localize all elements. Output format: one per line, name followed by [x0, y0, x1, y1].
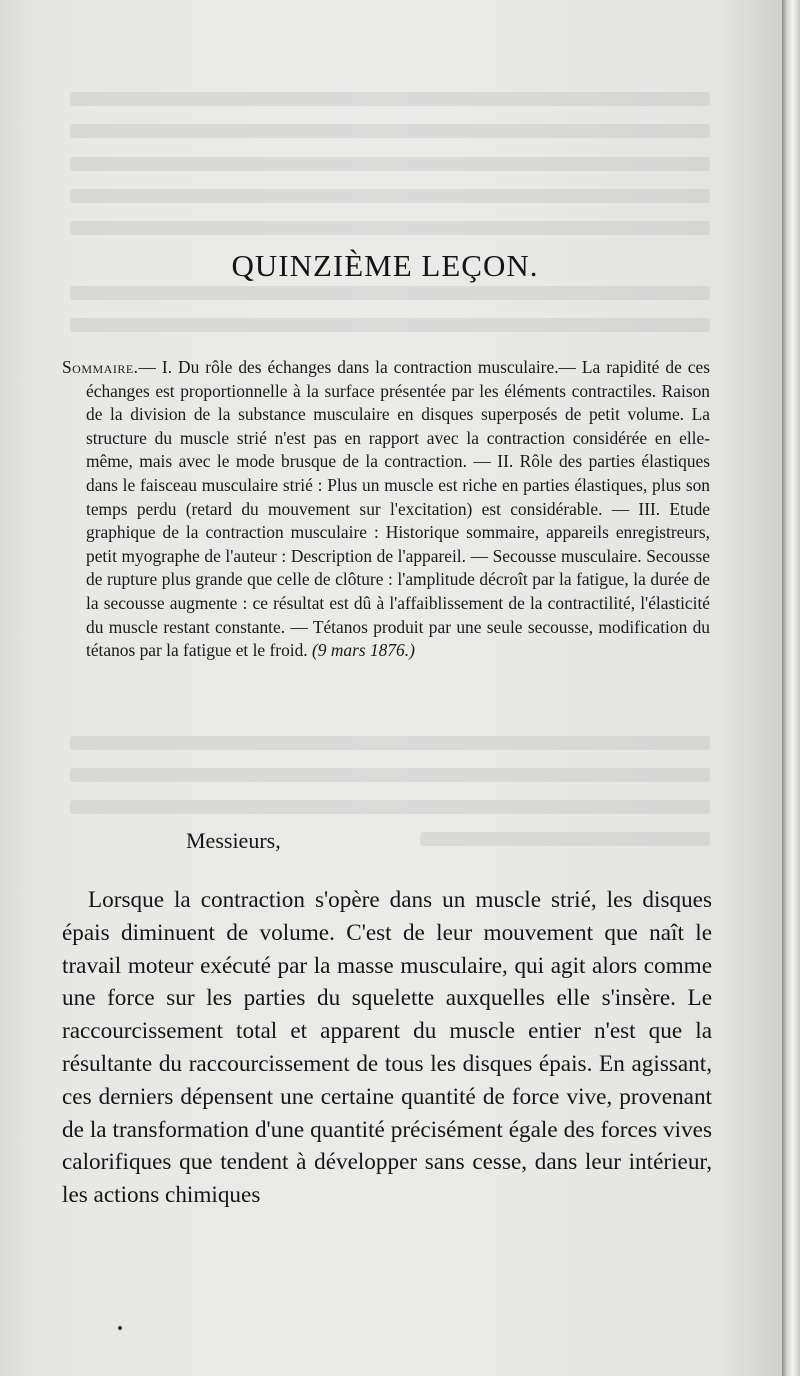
ink-speck	[118, 1326, 122, 1330]
summary-text: — I. Du rôle des échanges dans la contraction musculaire.— La rapidité de ces échanges est proportionnelle à la surface présentée par les éléments contractiles. Raison de la division de la substance musculaire en disques superposés de petit volume. La structure du muscle strié n'est pas en rapport avec la contraction considérée en elle-même, mais avec le mode brusque de la contraction. — II. Rôle des parties élastiques dans le faisceau musculaire strié : Plus un muscle est riche en parties élastiques, plus son temps perdu (retard du mouvement sur l'excitation) est considérable. — III. Etude graphique de la contraction musculaire : Historique sommaire, appareils enregistreurs, petit myographe de l'auteur : Description de l'appareil. — Secousse musculaire. Secousse de rupture plus grande que celle de clôture : l'amplitude décroît par la fatigue, la durée de la secousse augmente : ce résultat est dû à l'affaiblissement de la contractilité, l'élasticité du muscle restant constante. — Tétanos produit par une seule secousse, modification du tétanos par la fatigue et le froid.	[86, 357, 710, 661]
summary-label: Sommaire.	[62, 357, 139, 377]
salutation: Messieurs,	[186, 828, 281, 853]
summary-date: (9 mars 1876.)	[312, 640, 415, 661]
lesson-heading: QUINZIÈME LEÇON.	[231, 248, 539, 283]
body-paragraph: Lorsque la contraction s'opère dans un muscle strié, les disques épais diminuent de volume. C'est de leur mouvement que naît le travail moteur exécuté par la masse musculaire, qui agit alors comme une force sur les parties du squelette auxquelles elle s'insère. Le raccourcissement total et apparent du muscle entier n'est que la résultante du raccourcissement de tous les disques épais. En agissant, ces derniers dépensent une certaine quantité de force vive, provenant de la transformation d'une quantité précisément égale des forces vives calorifiques que tendent à développer sans cesse, dans leur intérieur, les actions chimiques	[62, 887, 712, 1209]
summary-block	[62, 356, 710, 663]
page-edge	[782, 0, 800, 1376]
